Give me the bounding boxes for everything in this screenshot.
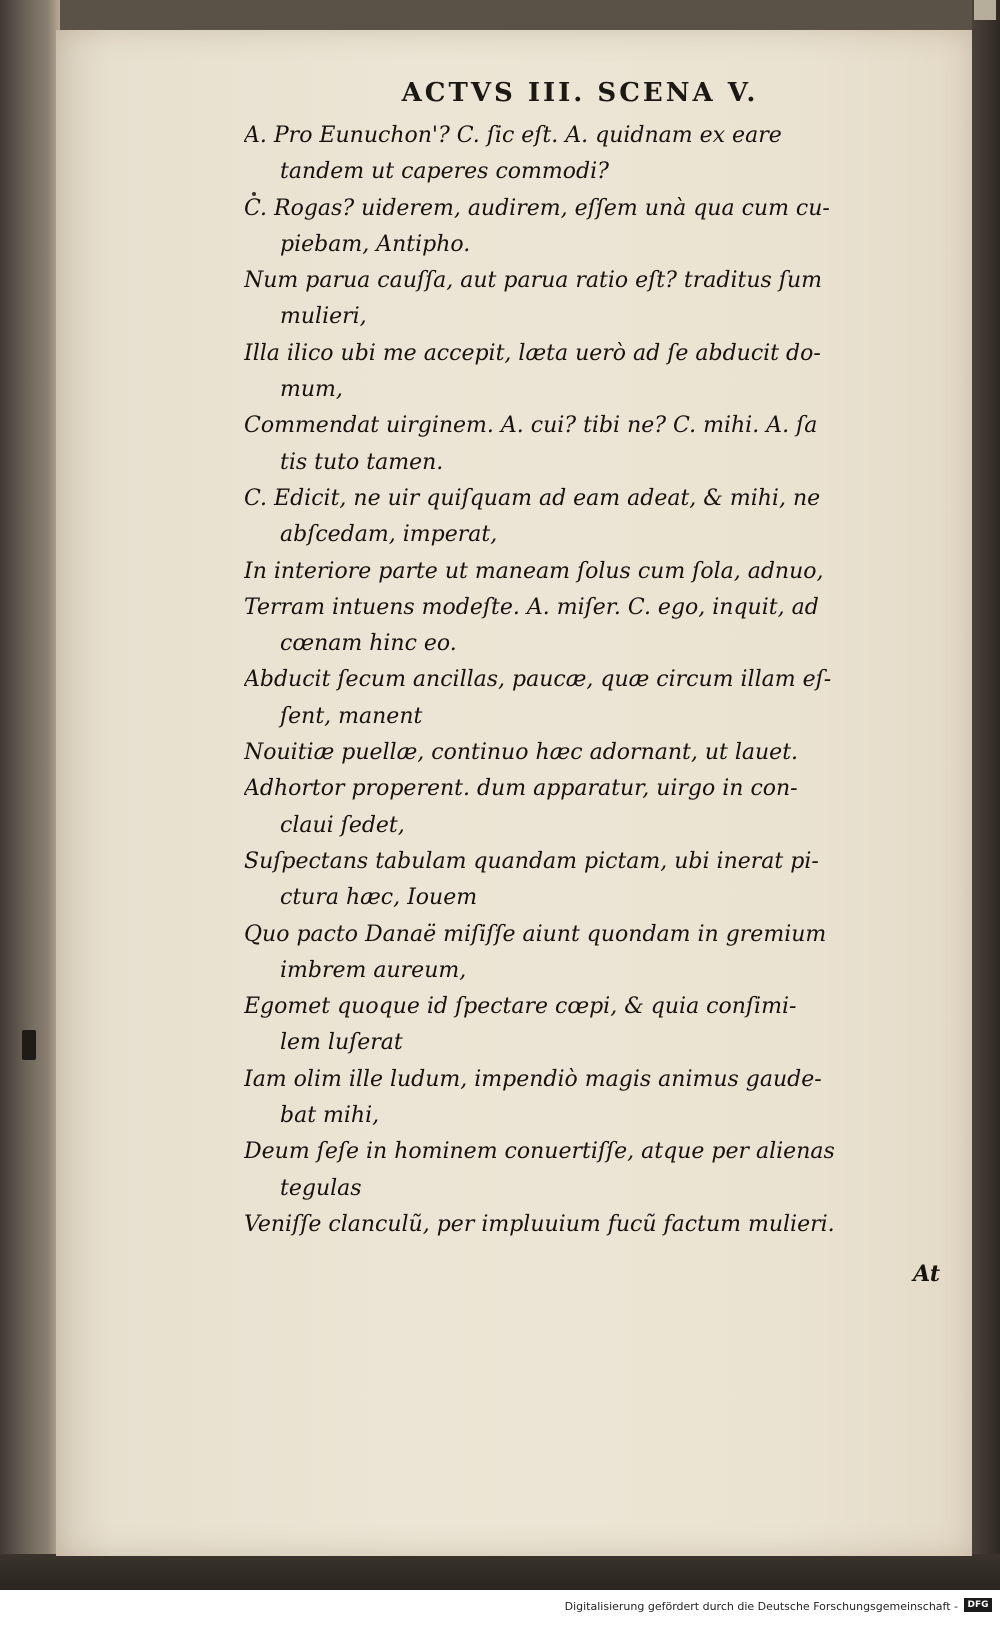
text-line: C. Edicit, ne uir quiſquam ad eam adeat, & mihi, ne: [244, 485, 821, 511]
text-line: tandem ut caperes commodi?: [280, 159, 609, 185]
text-line: claui ſedet,: [280, 812, 405, 838]
text-line: Illa ilico ubi me accepit, læta uerò ad ſe abducit do-: [244, 340, 821, 366]
book-edge-left: [0, 0, 60, 1590]
book-edge-right: [972, 0, 1000, 1590]
text-line: bat mihi,: [280, 1103, 380, 1129]
text-line: A. Pro Eunuchon'? C. ſic eſt. A. quidnam ex eare: [244, 123, 782, 148]
text-line: ſent, manent: [280, 703, 423, 729]
dfg-logo: DFG: [964, 1598, 992, 1612]
text-line: Commendat uirginem. A. cui? tibi ne? C. mihi. A. ſa: [244, 413, 818, 439]
page-heading: ACTVS III. SCENA V.: [401, 78, 759, 108]
text-line: ctura hæc, Iouem: [280, 885, 478, 911]
text-line: Deum ſeſe in hominem conuertiſſe, atque per alienas: [244, 1139, 835, 1165]
text-line: tis tuto tamen.: [280, 449, 444, 475]
text-line: mulieri,: [280, 304, 367, 330]
catchword: At: [913, 1261, 940, 1287]
text-line: lem luſerat: [280, 1030, 403, 1056]
binding-mark: [22, 1030, 36, 1060]
text-line: mum,: [280, 377, 343, 403]
text-line: Adhortor properent. dum apparatur, uirgo in con-: [244, 776, 798, 802]
text-line: Num parua cauſſa, aut parua ratio eſt? traditus ſum: [244, 268, 822, 294]
text-line: piebam, Antipho.: [280, 231, 471, 257]
text-line: Abducit ſecum ancillas, paucæ, quæ circum illam eſ-: [244, 667, 832, 693]
text-line: Iam olim ille ludum, impendiò magis animus gaude-: [244, 1066, 822, 1092]
text-line: Terram intuens modeſte. A. miſer. C. ego, inquit, ad: [244, 594, 819, 620]
text-line: In interiore parte ut maneam ſolus cum ſola, adnuo,: [244, 558, 824, 584]
text-line: Egomet quoque id ſpectare cœpi, & quia conſimi-: [244, 994, 797, 1020]
text-line: imbrem aureum,: [280, 957, 467, 983]
text-line: tegulas: [280, 1175, 362, 1201]
text-line: Quo pacto Danaë miſiſſe aiunt quondam in gremium: [244, 921, 827, 947]
text-line: C. Rogas? uiderem, audirem, eſſem unà qua cum cu-: [244, 195, 830, 221]
text-line: cœnam hinc eo.: [280, 631, 457, 657]
page-tab-marker: [974, 0, 996, 20]
digitization-credit: Digitalisierung gefördert durch die Deutsche Forschungsgemeinschaft -: [564, 1600, 958, 1613]
text-line: abſcedam, imperat,: [280, 522, 498, 548]
book-edge-bottom: [0, 1554, 1000, 1590]
text-line: Suſpectans tabulam quandam pictam, ubi inerat pi-: [244, 848, 819, 874]
text-line: Nouitiæ puellæ, continuo hæc adornant, ut lauet.: [244, 740, 799, 766]
text-line: Veniſſe clanculũ, per impluuium fucũ factum mulieri.: [244, 1211, 835, 1237]
verse-text-block: [244, 118, 904, 1243]
